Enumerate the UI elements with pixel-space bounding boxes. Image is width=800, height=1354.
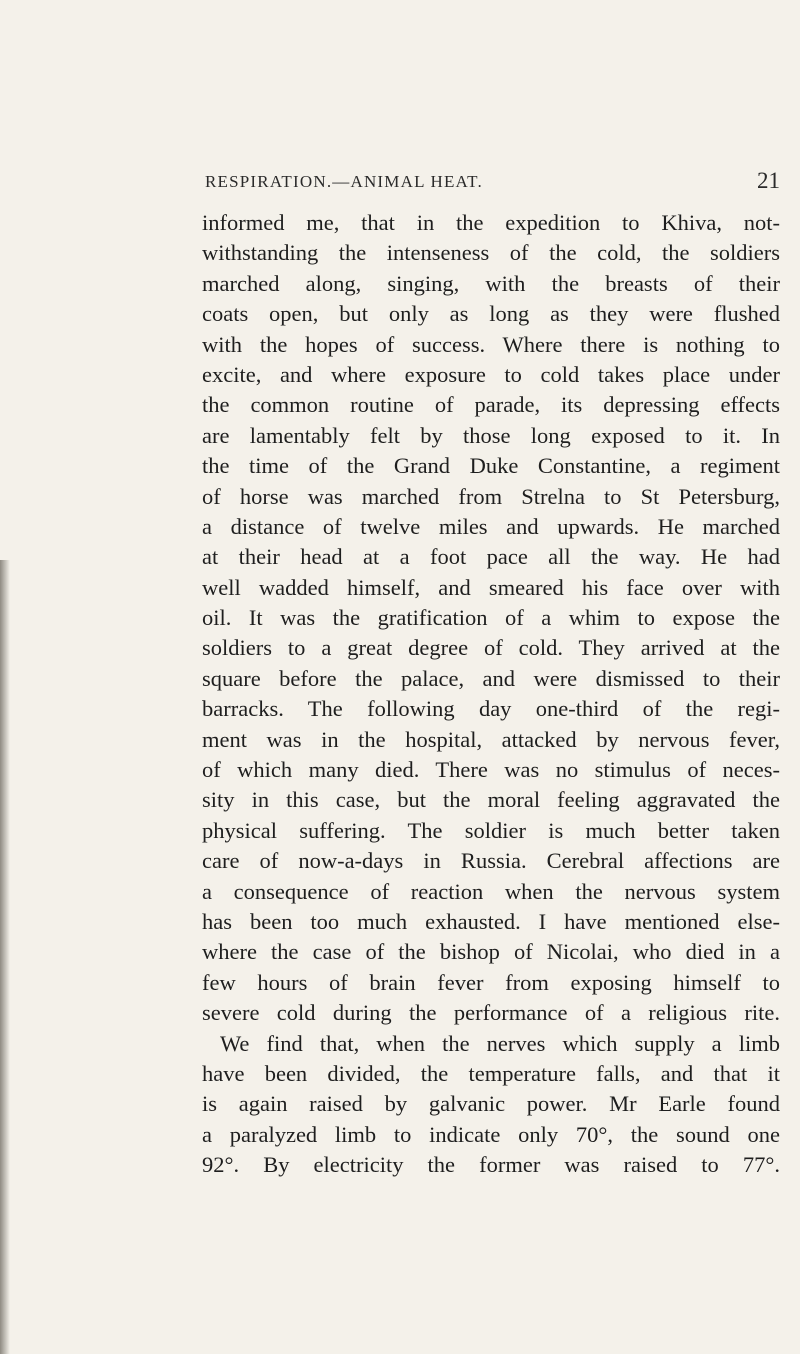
page-number: 21 — [757, 168, 780, 193]
text-line: excite, and where exposure to cold takes place under — [202, 361, 780, 387]
text-line: a distance of twelve miles and upwards. He marched — [202, 513, 780, 539]
header-title: RESPIRATION.—ANIMAL HEAT. — [205, 172, 483, 191]
text-line: withstanding the intenseness of the cold, the soldiers — [202, 240, 780, 266]
text-line: sity in this case, but the moral feeling aggravated the — [202, 787, 780, 813]
text-line: with the hopes of success. Where there is nothing to — [202, 331, 780, 357]
text-line: oil. It was the gratification of a whim to expose the — [202, 605, 780, 631]
body-text — [202, 208, 780, 1181]
text-line: few hours of brain fever from exposing himself to — [202, 969, 780, 995]
text-line: well wadded himself, and smeared his face over with — [202, 574, 780, 600]
text-line: have been divided, the temperature falls, and that it — [202, 1060, 780, 1086]
text-line: at their head at a foot pace all the way. He had — [202, 544, 780, 570]
text-line: where the case of the bishop of Nicolai, who died in a — [202, 939, 780, 965]
text-line: We find that, when the nerves which supply a limb — [220, 1030, 780, 1056]
text-line: are lamentably felt by those long exposed to it. In — [202, 422, 780, 448]
text-line: barracks. The following day one-third of the regi- — [202, 696, 780, 722]
running-header — [205, 168, 780, 196]
page-binding-shadow — [0, 560, 10, 1354]
text-line: a paralyzed limb to indicate only 70°, the sound one — [202, 1121, 780, 1147]
text-line: the common routine of parade, its depressing effects — [202, 392, 780, 418]
text-line: physical suffering. The soldier is much better taken — [202, 817, 780, 843]
text-line: is again raised by galvanic power. Mr Earle found — [202, 1091, 780, 1117]
text-line: of horse was marched from Strelna to St Petersburg, — [202, 483, 780, 509]
text-line: coats open, but only as long as they were flushed — [202, 301, 780, 327]
text-line: soldiers to a great degree of cold. They arrived at the — [202, 635, 780, 661]
text-line: marched along, singing, with the breasts of their — [202, 270, 780, 296]
text-line: 92°. By electricity the former was raised to 77°. — [202, 1152, 780, 1178]
text-line: the time of the Grand Duke Constantine, a regiment — [202, 453, 780, 479]
text-line: informed me, that in the expedition to Khiva, not- — [202, 210, 780, 235]
text-line: a consequence of reaction when the nervous system — [202, 878, 780, 904]
text-line: square before the palace, and were dismissed to their — [202, 665, 780, 691]
text-line: of which many died. There was no stimulus of neces- — [202, 757, 780, 783]
text-line: severe cold during the performance of a religious rite. — [202, 1000, 780, 1026]
text-line: has been too much exhausted. I have mentioned else- — [202, 908, 780, 934]
text-line: care of now-a-days in Russia. Cerebral affections are — [202, 848, 780, 874]
text-line: ment was in the hospital, attacked by nervous fever, — [202, 726, 780, 752]
